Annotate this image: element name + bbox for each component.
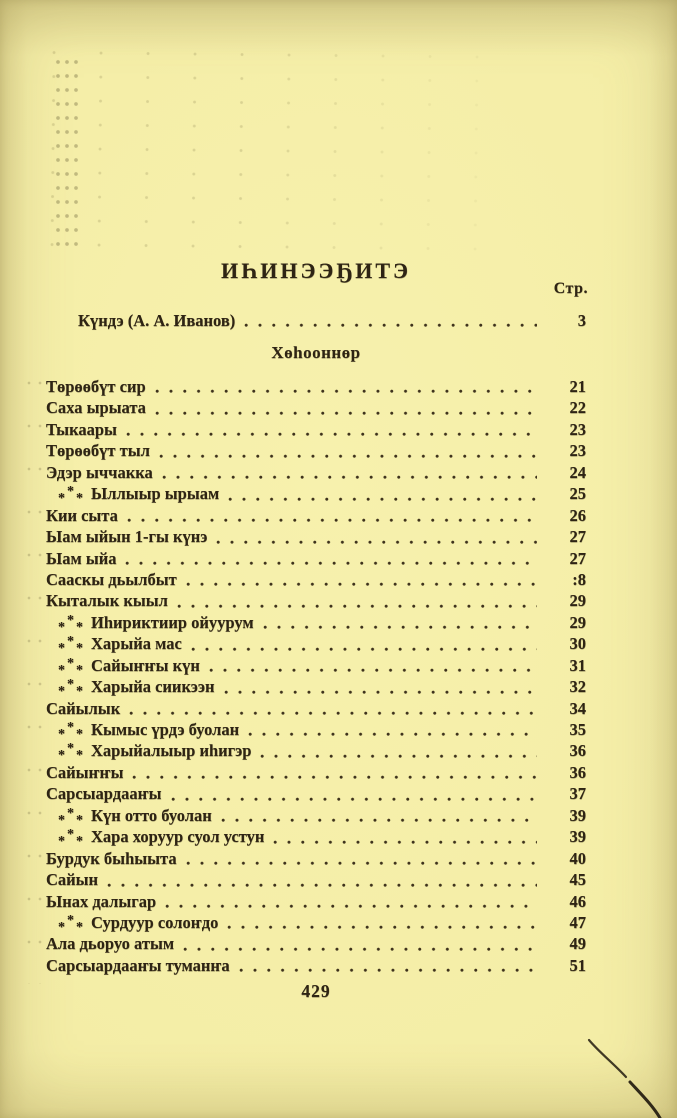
entry-title: Сурдуур солоҥдо bbox=[91, 912, 219, 932]
entry-page: 36 bbox=[569, 762, 586, 782]
entry-page: 49 bbox=[569, 934, 586, 954]
toc-row bbox=[46, 420, 586, 441]
dot-leader bbox=[186, 861, 537, 866]
toc-row bbox=[46, 441, 586, 462]
toc-row bbox=[46, 463, 586, 484]
asterisk-glyph: * bbox=[58, 619, 65, 635]
entry-title: Күн отто буолан bbox=[91, 805, 212, 825]
dot-leader bbox=[159, 454, 537, 459]
entry-page: 23 bbox=[569, 419, 586, 439]
asterisk-glyph: * bbox=[76, 919, 83, 935]
entry-title: Харыйа мас bbox=[91, 634, 182, 654]
dot-leader bbox=[127, 518, 537, 523]
asterism-mark bbox=[58, 612, 83, 635]
asterisk-glyph: * bbox=[58, 662, 65, 678]
dot-leader bbox=[224, 690, 537, 695]
entry-title: Төрөөбүт тыл bbox=[46, 441, 150, 461]
dot-leader bbox=[209, 668, 537, 673]
entry-page: 35 bbox=[569, 720, 586, 739]
toc-row bbox=[46, 784, 586, 805]
toc-row bbox=[46, 870, 586, 891]
entry-page: 30 bbox=[569, 634, 586, 654]
folio-page-number: 429 bbox=[301, 981, 331, 1001]
toc-row bbox=[46, 570, 586, 591]
asterisk-glyph: * bbox=[67, 827, 74, 843]
dot-leader bbox=[171, 797, 538, 802]
entry-title: Сайыҥҥы bbox=[46, 762, 124, 782]
asterisk-glyph: * bbox=[67, 634, 74, 650]
asterisk-glyph: * bbox=[67, 677, 74, 693]
asterisk-glyph: * bbox=[58, 684, 65, 700]
dot-leader bbox=[107, 883, 537, 888]
entry-page: 47 bbox=[569, 912, 586, 932]
dot-leader bbox=[263, 625, 537, 630]
toc-row bbox=[46, 591, 586, 612]
toc-row bbox=[46, 763, 586, 784]
entry-page: 32 bbox=[569, 677, 586, 697]
entry-page: 39 bbox=[569, 827, 586, 847]
entry-page: 26 bbox=[569, 505, 586, 525]
dot-leader bbox=[155, 389, 537, 394]
asterisk-glyph: * bbox=[67, 805, 74, 821]
asterisk-glyph: * bbox=[76, 727, 83, 742]
entry-title: Ыам ыйа bbox=[46, 548, 117, 568]
entry-page: 29 bbox=[569, 591, 586, 611]
dot-leader bbox=[191, 647, 537, 652]
asterism-mark bbox=[58, 720, 83, 742]
entry-page: 36 bbox=[569, 741, 586, 761]
asterisk-glyph: * bbox=[76, 748, 83, 764]
entry-title: Ыам ыйын 1-гы күнэ bbox=[46, 527, 208, 547]
entry-page: 21 bbox=[569, 377, 586, 396]
toc-row bbox=[46, 849, 586, 870]
dot-leader bbox=[260, 754, 537, 759]
toc-row bbox=[46, 720, 586, 741]
entry-page: 46 bbox=[569, 891, 586, 911]
toc-row bbox=[46, 806, 586, 827]
entry-page: 40 bbox=[569, 848, 586, 868]
margin-specks bbox=[26, 378, 44, 984]
asterism-mark bbox=[58, 912, 83, 935]
toc-row bbox=[46, 613, 586, 634]
asterism-mark bbox=[58, 655, 83, 678]
entry-page: 45 bbox=[569, 870, 586, 890]
entry-title: Ала дьоруо атым bbox=[46, 934, 175, 954]
entry-page: 23 bbox=[569, 441, 586, 461]
toc-entries bbox=[46, 377, 586, 977]
dot-leader bbox=[132, 775, 537, 780]
toc-row bbox=[46, 549, 586, 570]
dot-leader bbox=[165, 904, 537, 909]
entry-title: Сааскы дьылбыт bbox=[46, 569, 177, 589]
asterisk-glyph: * bbox=[58, 491, 65, 507]
asterisk-glyph: * bbox=[58, 919, 65, 935]
entry-title: Ыллыыр ырыам bbox=[91, 484, 220, 504]
dot-leader bbox=[186, 582, 537, 587]
show-through-marks bbox=[49, 50, 521, 260]
asterism-mark bbox=[58, 634, 83, 657]
entry-page: 22 bbox=[569, 398, 586, 418]
asterism-mark bbox=[58, 484, 83, 507]
toc-row bbox=[46, 956, 586, 977]
dot-leader bbox=[221, 818, 537, 823]
entry-title: Сайыҥҥы күн bbox=[91, 655, 200, 675]
show-through-column bbox=[55, 58, 81, 253]
toc-row bbox=[46, 892, 586, 913]
dot-leader bbox=[216, 540, 537, 545]
asterisk-glyph: * bbox=[58, 834, 65, 850]
asterisk-glyph: * bbox=[76, 491, 83, 507]
asterisk-glyph: * bbox=[58, 727, 65, 742]
dot-leader bbox=[228, 497, 537, 502]
toc-row bbox=[46, 699, 586, 720]
toc-row bbox=[46, 677, 586, 698]
entry-title: Ынах далыгар bbox=[46, 891, 157, 911]
entry-page: 25 bbox=[569, 484, 586, 504]
entry-title: Хара хоруур суол устун bbox=[91, 827, 265, 847]
asterisk-glyph: * bbox=[67, 484, 74, 500]
dot-leader bbox=[239, 968, 537, 973]
entry-title: Саха ырыата bbox=[46, 398, 146, 418]
asterisk-glyph: * bbox=[67, 741, 74, 757]
entry-title: Эдэр ыччакка bbox=[46, 462, 153, 482]
dot-leader bbox=[155, 411, 537, 416]
toc-row bbox=[46, 913, 586, 934]
entry-page: 34 bbox=[569, 698, 586, 718]
toc-row bbox=[46, 527, 586, 548]
dot-leader bbox=[126, 432, 537, 437]
asterisk-glyph: * bbox=[67, 612, 74, 628]
toc-row bbox=[46, 934, 586, 955]
toc-row bbox=[46, 398, 586, 419]
asterisk-glyph: * bbox=[67, 655, 74, 671]
entry-page: 39 bbox=[569, 805, 586, 825]
dot-leader bbox=[129, 711, 537, 716]
entry-page: :8 bbox=[572, 569, 586, 589]
entry-page: 27 bbox=[569, 527, 586, 547]
asterism-mark bbox=[58, 677, 83, 700]
asterism-mark bbox=[58, 827, 83, 850]
toc-row bbox=[46, 377, 586, 398]
dot-leader bbox=[244, 323, 537, 328]
dot-leader bbox=[125, 561, 537, 566]
entry-page: 24 bbox=[569, 462, 586, 482]
asterisk-glyph: * bbox=[76, 619, 83, 635]
toc-row bbox=[46, 827, 586, 848]
toc-row bbox=[46, 741, 586, 762]
entry-title: Тыкаары bbox=[46, 419, 117, 439]
toc-row bbox=[46, 656, 586, 677]
entry-page: 51 bbox=[569, 955, 586, 975]
asterisk-glyph: * bbox=[58, 748, 65, 764]
entry-title: Сарсыардааҥы bbox=[46, 784, 162, 804]
entry-title: Бурдук быһыыта bbox=[46, 848, 177, 868]
toc-title: ИҺИНЭЭҔИТЭ bbox=[221, 258, 411, 283]
asterisk-glyph: * bbox=[76, 641, 83, 657]
section-heading: Хөһооннөр bbox=[271, 343, 361, 362]
asterism-mark bbox=[58, 741, 83, 764]
entry-title: Күндэ (А. А. Иванов) bbox=[78, 311, 236, 330]
entry-title: Сайылык bbox=[46, 698, 121, 718]
toc-row bbox=[46, 484, 586, 505]
entry-page: 29 bbox=[569, 612, 586, 632]
entry-title: Кымыс үрдэ буолан bbox=[91, 720, 240, 739]
dot-leader bbox=[183, 947, 537, 952]
dot-leader bbox=[273, 840, 537, 845]
toc-row bbox=[46, 634, 586, 655]
asterisk-glyph: * bbox=[58, 641, 65, 657]
entry-title: Төрөөбүт сир bbox=[46, 377, 146, 396]
entry-page: 27 bbox=[569, 548, 586, 568]
asterisk-glyph: * bbox=[76, 684, 83, 700]
toc-row bbox=[46, 506, 586, 527]
asterisk-glyph: * bbox=[67, 720, 74, 735]
dot-leader bbox=[227, 925, 537, 930]
entry-title: Сайын bbox=[46, 870, 99, 890]
entry-title: Сарсыардааҥы туманҥа bbox=[46, 955, 230, 975]
entry-title: Иһириктиир ойуурум bbox=[91, 612, 254, 632]
asterisk-glyph: * bbox=[76, 662, 83, 678]
page-column-header: Стр. bbox=[553, 280, 588, 297]
dot-leader bbox=[177, 604, 537, 609]
entry-title: Харыйа сиикээн bbox=[91, 677, 215, 697]
entry-title: Кии сыта bbox=[46, 505, 118, 525]
asterisk-glyph: * bbox=[58, 812, 65, 828]
entry-title: Кыталык кыыл bbox=[46, 591, 168, 611]
entry-page: 3 bbox=[577, 311, 586, 330]
dot-leader bbox=[162, 475, 537, 480]
dot-leader bbox=[248, 732, 537, 737]
toc-first-row bbox=[46, 311, 586, 332]
entry-page: 31 bbox=[569, 655, 586, 675]
asterisk-glyph: * bbox=[67, 912, 74, 928]
asterisk-glyph: * bbox=[76, 834, 83, 850]
asterism-mark bbox=[58, 805, 83, 828]
entry-title: Харыйалыыр иһигэр bbox=[91, 741, 252, 761]
asterisk-glyph: * bbox=[76, 812, 83, 828]
entry-page: 37 bbox=[569, 784, 586, 804]
